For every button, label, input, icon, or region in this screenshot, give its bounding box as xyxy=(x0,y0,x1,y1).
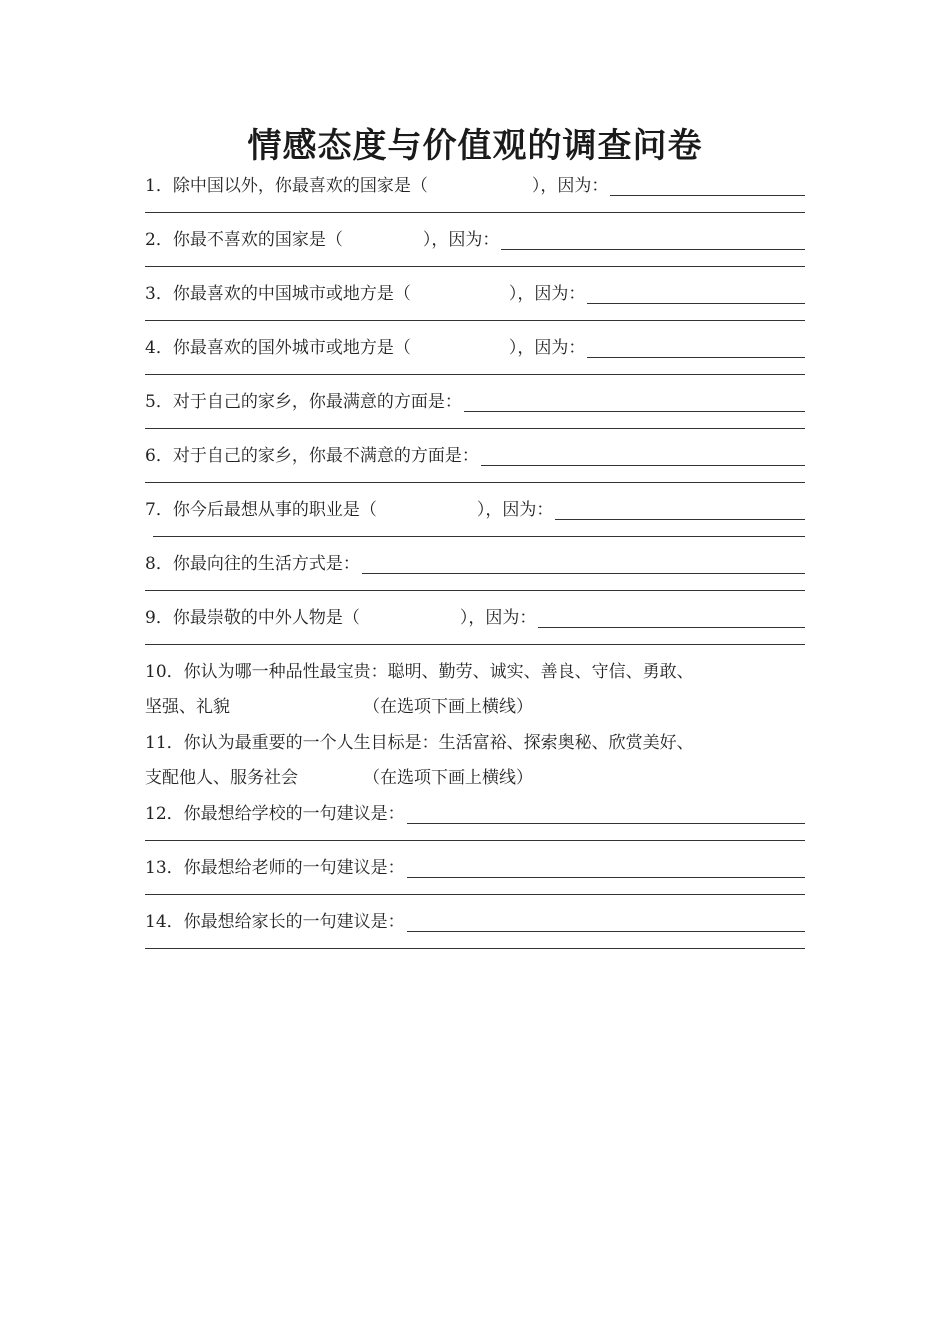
answer-line[interactable] xyxy=(145,320,805,321)
answer-line[interactable] xyxy=(145,644,805,645)
question-12-text: 12．你最想给学校的一句建议是： xyxy=(145,804,405,824)
question-7-reason-field[interactable] xyxy=(555,499,805,520)
page-title: 情感态度与价值观的调查问卷 xyxy=(247,126,703,166)
question-9 xyxy=(145,603,805,628)
question-3-reason-field[interactable] xyxy=(587,283,805,304)
question-1 xyxy=(145,171,805,196)
question-10-options[interactable]: 坚强、礼貌 xyxy=(145,697,230,717)
question-12-answer-field[interactable] xyxy=(407,803,805,824)
answer-line[interactable] xyxy=(153,536,805,537)
question-8-text: 8．你最向往的生活方式是： xyxy=(145,554,360,574)
question-4-reason-field[interactable] xyxy=(587,337,805,358)
answer-line[interactable] xyxy=(145,590,805,591)
question-7-text: 7．你今后最想从事的职业是（ xyxy=(145,500,377,520)
question-2 xyxy=(145,225,805,250)
question-9-reason-field[interactable] xyxy=(538,607,805,628)
question-2-reason-label: ），因为： xyxy=(422,230,500,250)
question-10-line-2 xyxy=(145,692,230,717)
answer-line[interactable] xyxy=(145,374,805,375)
question-8-answer-field[interactable] xyxy=(362,553,805,574)
answer-line[interactable] xyxy=(145,948,805,949)
question-13-text: 13．你最想给老师的一句建议是： xyxy=(145,858,405,878)
question-14-answer-field[interactable] xyxy=(407,911,805,932)
question-4-reason-label: ），因为： xyxy=(508,338,586,358)
question-8 xyxy=(145,549,805,574)
answer-line[interactable] xyxy=(145,266,805,267)
question-3 xyxy=(145,279,805,304)
question-6 xyxy=(145,441,805,466)
question-7 xyxy=(145,495,805,520)
question-14 xyxy=(145,907,805,932)
question-2-reason-field[interactable] xyxy=(501,229,805,250)
question-1-reason-label: ），因为： xyxy=(531,176,609,196)
question-1-reason-field[interactable] xyxy=(610,175,805,196)
answer-line[interactable] xyxy=(145,212,805,213)
answer-line[interactable] xyxy=(145,428,805,429)
question-9-reason-label: ），因为： xyxy=(459,608,537,628)
question-5-answer-field[interactable] xyxy=(464,391,805,412)
question-11-note: （在选项下画上横线） xyxy=(363,768,533,788)
question-4 xyxy=(145,333,805,358)
question-10-line-1: 10．你认为哪一种品性最宝贵：聪明、勤劳、诚实、善良、守信、勇敢、 xyxy=(145,662,694,682)
question-11-line-1: 11．你认为最重要的一个人生目标是：生活富裕、探索奥秘、欣赏美好、 xyxy=(145,733,694,753)
question-4-text: 4．你最喜欢的国外城市或地方是（ xyxy=(145,338,411,358)
question-11-options[interactable]: 支配他人、服务社会 xyxy=(145,768,298,788)
question-13-answer-field[interactable] xyxy=(407,857,805,878)
question-3-text: 3．你最喜欢的中国城市或地方是（ xyxy=(145,284,411,304)
question-3-reason-label: ），因为： xyxy=(508,284,586,304)
question-2-text: 2．你最不喜欢的国家是（ xyxy=(145,230,343,250)
question-14-text: 14．你最想给家长的一句建议是： xyxy=(145,912,405,932)
question-9-text: 9．你最崇敬的中外人物是（ xyxy=(145,608,360,628)
question-11-line-2 xyxy=(145,763,298,788)
question-1-text: 1．除中国以外，你最喜欢的国家是（ xyxy=(145,176,428,196)
answer-line[interactable] xyxy=(145,894,805,895)
question-6-answer-field[interactable] xyxy=(481,445,805,466)
question-7-reason-label: ），因为： xyxy=(476,500,554,520)
question-5-text: 5．对于自己的家乡，你最满意的方面是： xyxy=(145,392,462,412)
answer-line[interactable] xyxy=(145,840,805,841)
question-6-text: 6．对于自己的家乡，你最不满意的方面是： xyxy=(145,446,479,466)
answer-line[interactable] xyxy=(145,482,805,483)
question-5 xyxy=(145,387,805,412)
question-12 xyxy=(145,799,805,824)
question-13 xyxy=(145,853,805,878)
question-10-note: （在选项下画上横线） xyxy=(363,697,533,717)
